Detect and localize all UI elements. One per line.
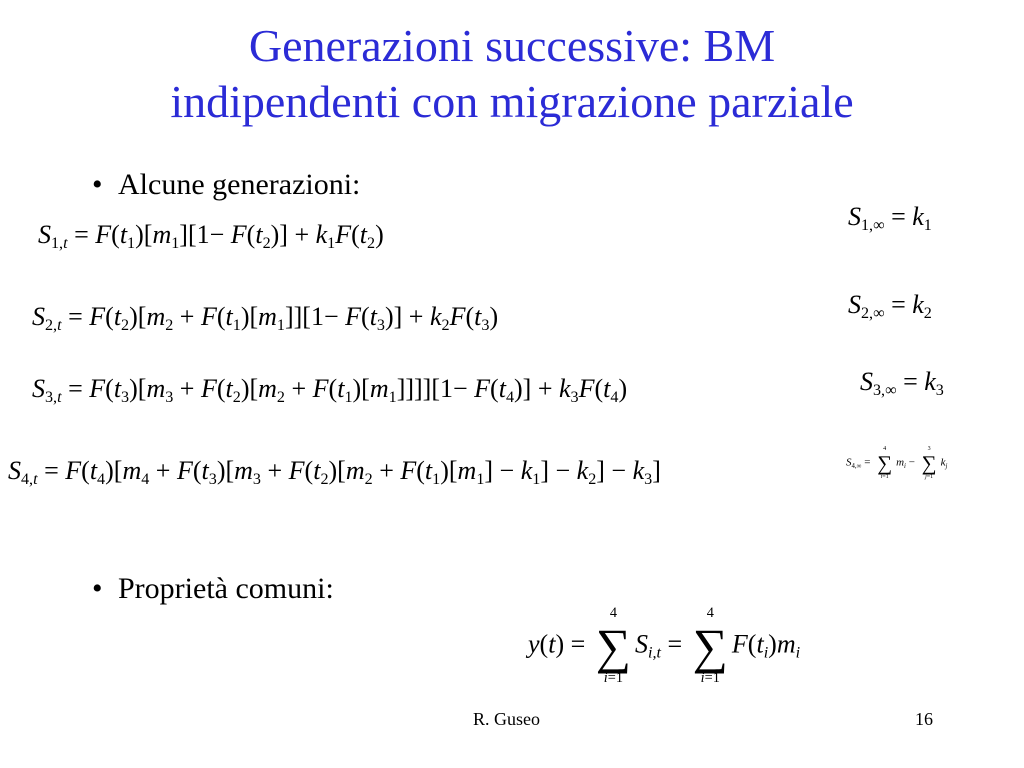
sum-symbol-icon: 4 ∑ i=1 <box>877 446 893 480</box>
equation-s4: $S_{4,t} = F(t_4)[m_4 + F(t_3)[m_3 + F(t_2)[m_2 + F(t_1)[m_1] - k_1] - k_2] - k_3]$ <box>8 456 661 489</box>
title-line-2: indipendenti con migrazione parziale <box>170 76 854 127</box>
limit-s3: $S_{3,\infty} = k_3$ <box>860 367 944 400</box>
footer-author: R. Guseo <box>473 709 540 729</box>
bullet-properties <box>92 572 334 606</box>
property-formula: y(t) = 4 ∑ i=1 $S_{i,t}$ = 4 ∑ i=1 $F(t_i)m_i$ <box>528 605 801 687</box>
sum-symbol-icon: 3 ∑ j=1 <box>921 446 937 480</box>
sum-symbol-icon: 4 ∑ i=1 <box>692 605 728 687</box>
bullet-dot-icon: • <box>92 572 103 605</box>
equation-s3: $S_{3,t} = F(t_3)[m_3 + F(t_2)[m_2 + F(t_1)[m_1]]]][1- F(t_4)] + k_3F(t_4)$ <box>32 374 628 407</box>
equation-s1: $S_{1,t} = F(t_1)[m_1][1- F(t_2)] + k_1F(t_2)$ <box>38 220 384 253</box>
sum-symbol-icon: 4 ∑ i=1 <box>595 605 631 687</box>
bullet-label: Alcune generazioni: <box>118 168 361 201</box>
limit-s1: $S_{1,\infty} = k_1$ <box>848 202 932 235</box>
equation-s2: $S_{2,t} = F(t_2)[m_2 + F(t_1)[m_1]][1- F(t_3)] + k_2F(t_3)$ <box>32 302 499 335</box>
bullet-dot-icon: • <box>92 168 103 201</box>
title-line-1: Generazioni successive: BM <box>248 20 776 71</box>
page-number: 16 <box>915 709 933 729</box>
bullet-generations <box>92 168 360 202</box>
limit-s2: $S_{2,\infty} = k_2$ <box>848 290 932 323</box>
limit-s4: $S_{4,\infty}$ = 4 ∑ i=1 $m_i$ − 3 ∑ j=1 $k_j$ <box>846 446 948 480</box>
bullet-label: Proprietà comuni: <box>118 572 334 605</box>
slide-title <box>0 18 1024 130</box>
